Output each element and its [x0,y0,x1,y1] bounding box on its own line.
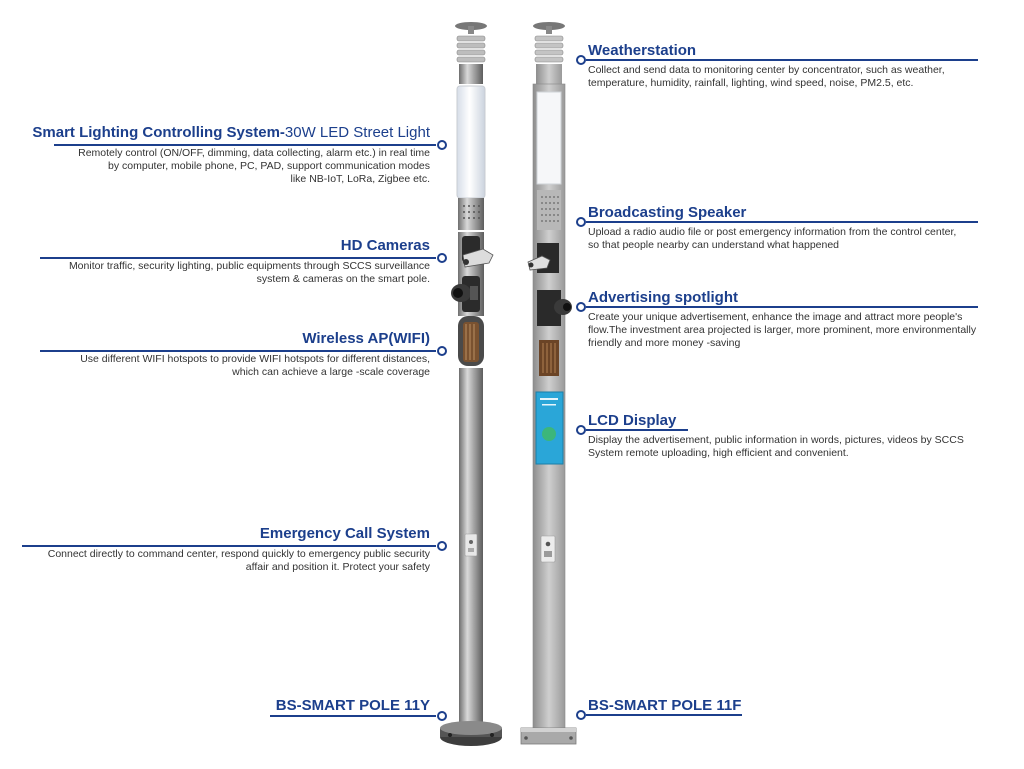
callout-rule [270,715,436,717]
callout-rule [40,350,436,352]
callout-rule [586,429,688,431]
pole-11y-label: BS-SMART POLE 11Y [275,697,430,714]
pole-11f-label: BS-SMART POLE 11F [588,697,742,714]
callout-dot-icon [437,541,447,551]
callout-broadcasting-speaker [582,204,978,252]
callout-rule [586,714,742,716]
callout-rule [40,257,436,259]
emergency-call-button-icon [541,536,555,562]
callout-title: Broadcasting Speaker [588,204,747,221]
callout-rule [586,59,978,61]
callout-desc: Remotely control (ON/OFF, dimming, data collecting, alarm etc.) in real time by computer, mobile phone, PC, PAD, support communication modes like NB-IoT, LoRa, Zigbee etc. [78,147,430,185]
callout-dot-icon [437,346,447,356]
callout-rule [54,144,436,146]
pole-11y [440,22,502,746]
callout-title [14,124,442,142]
callout-dot-icon [437,140,447,150]
callout-dot-icon [437,711,447,721]
callout-dot-icon [576,710,586,720]
callout-title: Emergency Call System [259,525,430,542]
callout-desc: Connect directly to command center, respond quickly to emergency public security affair and position it. Protect your safety [47,548,430,573]
callout-desc: Display the advertisement, public information in words, pictures, videos by SCCS System remote uploading, high efficient and convenient. [588,434,964,459]
wifi-ap-icon [463,322,479,362]
dome-camera-icon [451,284,478,302]
callout-dot-icon [576,55,586,65]
callout-dot-icon [576,302,586,312]
callout-title: Wireless AP(WIFI) [302,330,430,347]
callout-title: Weatherstation [588,42,697,59]
callout-smart-lighting [14,124,442,186]
callout-pole-11f [582,697,742,715]
callout-rule [586,221,978,223]
speaker-grille-icon [537,190,561,230]
callout-dot-icon [437,253,447,263]
callout-dot-icon [576,217,586,227]
speaker-grille-icon [458,198,484,230]
callout-hd-cameras [40,237,442,286]
weatherstation-louvres-icon [457,36,485,62]
camera-icon [528,256,550,270]
callout-title: HD Cameras [340,237,430,254]
callout-pole-11y [270,697,442,715]
callout-desc: Upload a radio audio file or post emergency information from the control center, so that people nearby can understand what happened [588,226,957,251]
callout-desc: Monitor traffic, security lighting, public equipments through SCCS surveillance system & cameras on the smart pole. [68,260,430,285]
callout-emergency-call [22,525,442,574]
led-light-icon [457,86,485,198]
callout-advertising-spotlight [582,289,978,350]
wifi-ap-icon [539,340,559,376]
callout-desc: Use different WIFI hotspots to provide WIFI hotspots for different distances, which can achieve a large -scale coverage [80,353,430,378]
smart-lighting-title-bold: Smart Lighting Controlling System- [32,124,285,141]
callout-weatherstation [582,42,978,90]
callout-dot-icon [576,425,586,435]
callout-lcd-display [582,412,978,460]
callout-desc: Collect and send data to monitoring center by concentrator, such as weather, temperature, humidity, rainfall, lighting, wind speed, noise, PM2.5, etc. [588,64,945,89]
pole-11f [521,22,576,744]
led-panel-icon [537,92,561,184]
callout-rule [22,545,436,547]
callout-title: LCD Display [588,412,677,429]
dome-camera-icon [554,299,572,315]
callout-desc: Create your unique advertisement, enhance the image and attract more people's flow.The investment area projected is larger, more prominent, more environmentally friendly and more money -saving [588,311,977,349]
callout-rule [586,306,978,308]
smart-lighting-title-thin: 30W LED Street Light [284,124,430,141]
emergency-call-button-icon [465,534,477,556]
callout-title: Advertising spotlight [588,289,738,306]
callout-wireless-ap [40,330,442,379]
